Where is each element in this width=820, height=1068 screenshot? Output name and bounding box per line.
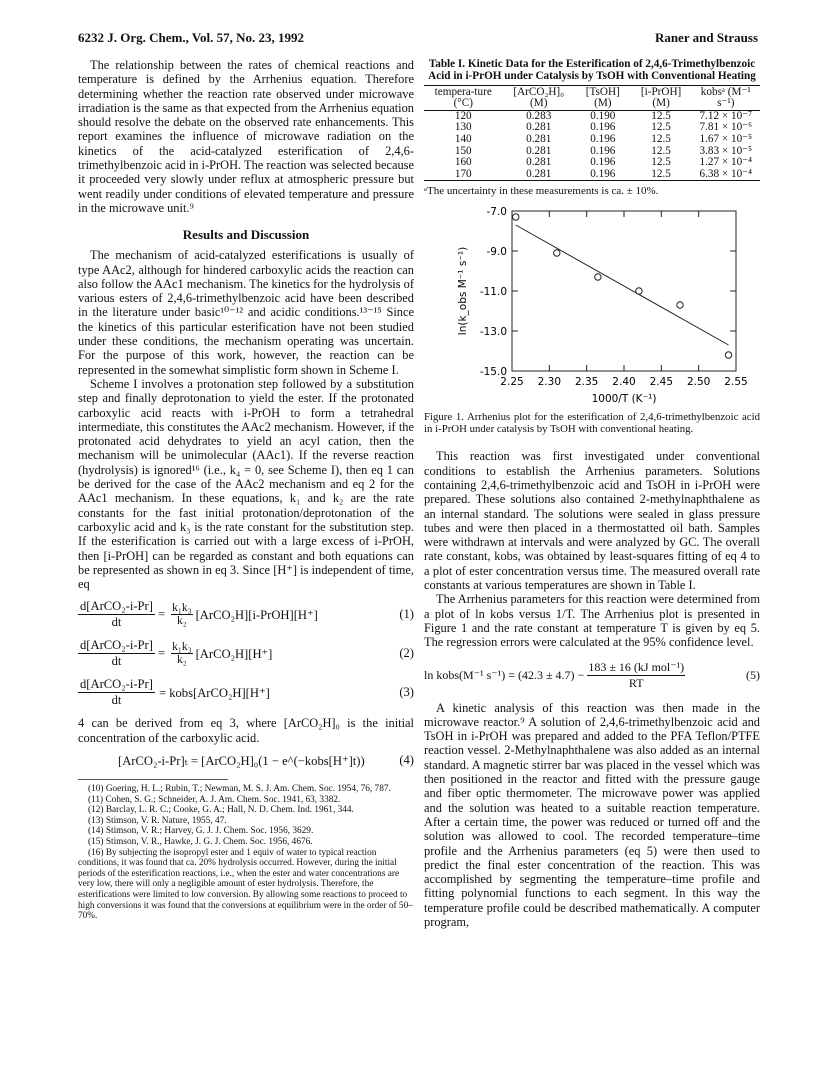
eq-denominator: dt (111, 693, 122, 708)
y-tick-label: -15.0 (479, 366, 507, 379)
table-cell: 0.281 (526, 133, 552, 145)
table-cell: 12.5 (651, 156, 671, 169)
author-names: Raner and Strauss (654, 30, 758, 45)
y-axis-label: ln(k_obs M⁻¹ s⁻¹) (457, 247, 469, 336)
table-header: [TsOH] (M) (575, 85, 631, 110)
rate-const-den: k₂ (176, 654, 187, 667)
table-cell: 0.281 (526, 156, 552, 169)
reference-item: (11) Cohen, S. G.; Schneider, A. J. Am. Chem. Soc. 1941, 63, 3382. (88, 794, 341, 805)
kinetic-data-table (424, 85, 760, 182)
figure-caption: Figure 1. Arrhenius plot for the esterification of 2,4,6-trimethylbenzoic acid in i-PrOH under catalysis by TsOH with conventional heating. (424, 411, 760, 436)
x-tick-label: 2.40 (612, 376, 636, 389)
equation-3 (78, 677, 414, 708)
reference-item: (14) Stimson, V. R.; Harvey, G. J. J. Chem. Soc. 1956, 3629. (88, 826, 314, 837)
table-cell: 0.281 (526, 144, 552, 157)
table-cell: 12.5 (651, 133, 671, 145)
table-header: kobsᵃ (M⁻¹ s⁻¹) (692, 85, 760, 110)
table-cell: 1.67 × 10⁻⁵ (699, 133, 752, 145)
table-footnote: ᵃThe uncertainty in these measurements is ca. ± 10%. (424, 185, 659, 198)
section-title: Results and Discussion (182, 227, 310, 243)
table-cell: 130 (454, 121, 472, 134)
eq-tag: (1) (399, 607, 414, 622)
references (78, 779, 413, 922)
y-tick-label: -7.0 (486, 206, 507, 219)
eq-numerator: d[ArCO₂-i-Pr] (80, 638, 153, 653)
table-cell: 0.196 (590, 121, 616, 134)
table-cell: 1.27 × 10⁻⁴ (699, 156, 752, 169)
data-point (725, 352, 731, 358)
table-cell: 0.283 (526, 109, 552, 122)
journal-citation: 6232 J. Org. Chem., Vol. 57, No. 23, 1992 (78, 30, 305, 45)
eq-rhs: [ArCO₂H][i-PrOH][H⁺] (195, 607, 318, 622)
table-cell: 7.81 × 10⁻⁶ (699, 121, 752, 134)
paragraph: The Arrhenius parameters for this reaction were determined from a plot of ln kobs versus 1/T. The Arrhenius plot is presented in Figure 1 and the rate constant at temperature T is given by eq 5. The regression errors were calculated at the 95% confidence level. (424, 592, 760, 650)
eq-denominator: RT (628, 675, 644, 690)
x-tick-label: 2.55 (724, 376, 748, 389)
equation-2: d[ArCO₂-i-Pr] dt = $\frac{\text{k₁k₃}}{\text{k₂}}$ [ArCO₂H][H⁺] (2) (80, 638, 414, 669)
table-cell: 0.196 (590, 144, 616, 157)
paragraph: 4 can be derived from eq 3, where [ArCO₂H]₀ is the initial concentration of the carboxylic acid. (78, 716, 414, 745)
rate-const-num: k₁k₃ (172, 602, 192, 615)
y-tick-label: -13.0 (479, 326, 507, 339)
table-row (424, 169, 760, 181)
x-tick-label: 2.25 (500, 376, 524, 389)
left-column (78, 58, 414, 922)
data-point (677, 302, 683, 308)
eq-rhs: = kobs[ArCO₂H][H⁺] (158, 685, 270, 700)
x-tick-label: 2.35 (574, 376, 599, 389)
table-header: [ArCO₂H]₀ (M) (503, 85, 575, 110)
table-cell: 6.38 × 10⁻⁴ (692, 169, 760, 181)
arrhenius-plot (424, 205, 760, 405)
paragraph: Scheme I involves a protonation step followed by a substitution step and finally deprotonation to yield the ester. If the protonated carboxylic acid reacts with i-PrOH to form a tetrahedral intermediate, this constitutes the AAc2 mechanism. However, if the protonated acid dehydrates to yield an acyl cation, then the mechanism will be unimolecular (AAc1). If the reverse reaction (hydrolysis) is ignored¹⁶ (i.e., k₄ = 0, see Scheme I), then eq 1 can be derived for the case of the AAc2 mechanism and eq 2 for the AAc1 mechanism. In these equations, k₁ and k₂ are the rate constants for the fast initial protonation/deprotonation of the carboxylic acid and k₃ is the rate constant for the substitution step. If the esterification is carried out with a large excess of i-PrOH, then [i-PrOH] can be regarded as constant and both equations can be represented as shown in eq 3. Since [H⁺] is independent of time, eq (78, 376, 414, 592)
table-cell: 150 (454, 144, 472, 157)
y-tick-label: -9.0 (486, 246, 507, 259)
fit-line (516, 225, 729, 345)
table-cell: 0.190 (590, 109, 616, 122)
table-cell: 170 (424, 169, 503, 181)
eq-rhs: [ArCO₂H][H⁺] (195, 646, 273, 661)
table-cell: 0.196 (590, 133, 616, 145)
table-cell: 0.196 (590, 156, 616, 169)
table-cell: 0.196 (575, 169, 631, 181)
reference-item: (16) By subjecting the isopropyl ester and 1 equiv of water to typical reaction conditions, it was found that ca. 20% hydrolysis occurred. However, during the initial periods of the esterification reactions, i.e., when the ester and water concentrations are very low, there will only a negligible amount of ester hydrolysis. Therefore, the esterifications were limited to low conversion. By allowing some reactions to proceed to high conversions it was found that the conversions at equilibrium were in the order of 50–70%. (78, 847, 413, 922)
rate-const-num: k₁k₃ (172, 641, 192, 654)
reference-item: (15) Stimson, V. R., Hawke, J. G. J. Chem. Soc. 1956, 4676. (88, 836, 313, 847)
eq-numerator: 183 ± 16 (kJ mol⁻¹) (588, 659, 685, 674)
intro-paragraph: The relationship between the rates of chemical reactions and temperature is defined by the Arrhenius equation. Therefore determining whether the reaction rate observed under microwave irradiation is the same as that expected from the Arrhenius equation should resolve the debate on the observed rate enhancements. This report examines the influence of microwave radiation on the kinetics of the acid-catalyzed esterification of 2,4,6-trimethylbenzoic acid in i-PrOH. The reaction was selected because it proceeded very slowly under reflux at atmospheric pressure but went readily under conditions of elevated temperature and pressure in the microwave unit.⁹ (78, 58, 414, 215)
table-cell: 12.5 (651, 144, 671, 157)
data-point (513, 214, 519, 220)
reference-item: (10) Goering, H. L.; Rubin, T.; Newman, M. S. J. Am. Chem. Soc. 1954, 76, 787. (88, 783, 391, 794)
table-cell: 12.5 (631, 169, 692, 181)
x-tick-label: 2.45 (649, 376, 674, 389)
table-cell: 140 (454, 133, 472, 145)
paragraph: This reaction was first investigated under conventional conditions to establish the Arrhenius parameters. Solutions containing 2,4,6-trimethylbenzoic acid and TsOH in i-PrOH were prepared. These solutions also contained 2-methylnaphthalene as an internal standard. The solutions were sealed in glass pressure tubes and were then placed in a thermostatted oil bath. Samples were withdrawn at intervals and were analyzed by GC. The overall rate constant, kobs, was obtained by least-squares fitting of eq 4 to a plot of ester concentration versus time. The measured overall rate constants at various temperatures are shown in Table I. (424, 449, 760, 593)
x-tick-label: 2.30 (537, 376, 562, 389)
data-point (595, 274, 601, 280)
equation-4 (118, 753, 414, 769)
table-cell: 12.5 (651, 109, 671, 122)
x-axis-label: 1000/T (K⁻¹) (591, 393, 657, 406)
eq-tag: (4) (399, 753, 414, 768)
x-tick-label: 2.50 (686, 376, 711, 389)
y-tick-label: -11.0 (479, 286, 507, 299)
table-cell: 160 (454, 156, 472, 169)
eq-numerator: d[ArCO₂-i-Pr] (80, 599, 153, 614)
eq-tag: (2) (399, 646, 414, 661)
eq-tag: (5) (746, 667, 760, 682)
paragraph: The mechanism of acid-catalyzed esterifications is usually of type AAc2, although for hindered carboxylic acids the reaction can also follow the AAc1 mechanism. The kinetics for the hydrolysis of various esters of 2,4,6-trimethylbenzoic acid have been described in the literature under basic¹⁰⁻¹² and acidic conditions.¹³⁻¹⁵ Since the kinetics of this particular esterification have not been studied under these conditions, the mechanism operating was uncertain. For the purpose of this work, however, the reaction can be represented in the somewhat simplistic form shown in Scheme I. (78, 248, 414, 377)
data-point (554, 250, 560, 256)
equation-5 (424, 660, 760, 691)
table-cell: 12.5 (651, 121, 671, 134)
running-header (78, 30, 758, 48)
eq-denominator: dt (111, 654, 122, 669)
table-cell: 0.281 (503, 169, 575, 181)
data-point (636, 288, 642, 294)
table-cell: 7.12 × 10⁻⁷ (699, 109, 752, 122)
table-cell: 120 (454, 109, 472, 122)
eq-lhs: ln kobs(M⁻¹ s⁻¹) = (42.3 ± 4.7) − (424, 667, 585, 682)
table-header: [i-PrOH] (M) (631, 85, 692, 110)
plot-frame (512, 211, 736, 371)
table-title: Table I. Kinetic Data for the Esterification of 2,4,6-Trimethylbenzoic Acid in i-PrOH under Catalysis by TsOH with Conventional Heating (428, 58, 756, 83)
right-column (424, 58, 760, 929)
eq-numerator: d[ArCO₂-i-Pr] (80, 677, 153, 692)
eq-tag: (3) (399, 685, 414, 700)
table-header: tempera-ture (°C) (424, 85, 503, 110)
equation-1: d[ArCO₂-i-Pr] dt = $\frac{\text{k₁k₃}}{\text{k₂}}$ [ArCO₂H][i-PrOH][H⁺] (1) (80, 599, 414, 630)
reference-item: (13) Stimson, V. R. Nature, 1955, 47. (88, 815, 227, 826)
eq-denominator: dt (111, 615, 122, 630)
table-row (424, 134, 760, 146)
table-cell: 3.83 × 10⁻⁵ (699, 144, 752, 157)
reference-item: (12) Barclay, L. R. C.; Cooke, G. A.; Hall, N. D. Chem. Ind. 1961, 344. (88, 805, 354, 816)
rate-const-den: k₂ (176, 615, 187, 628)
eq-body: [ArCO₂-i-Pr]ₜ = [ArCO₂H]₀(1 − e^(−kobs[H⁺]t)) (118, 753, 365, 768)
paragraph: A kinetic analysis of this reaction was then made in the microwave reactor.⁹ A solution of 2,4,6-trimethylbenzoic acid and TsOH in i-PrOH was prepared and added to the PFA Teflon/PTFE reaction vessel. 2-Methylnaphthalene was also added as an internal standard. A magnetic stirrer bar was placed in the vessel which was then positioned in the reactor and fitted with the pressure gauge and fiber optic thermometer. The microwave power was applied and the solution was heated to a suitable reaction temperature. After a certain time, the power was reduced or turned off and the solution was allowed to cool. The recorded temperature–time profile and the Arrhenius parameters (eq 5) were then used to predict the final ester concentration of the reaction. This was accomplished by segmenting the temperature–time profile and fitting polynomial functions to each segment. In this way the temperature profile could be described mathematically. A computer program, (424, 700, 760, 929)
table-cell: 0.281 (526, 121, 552, 134)
